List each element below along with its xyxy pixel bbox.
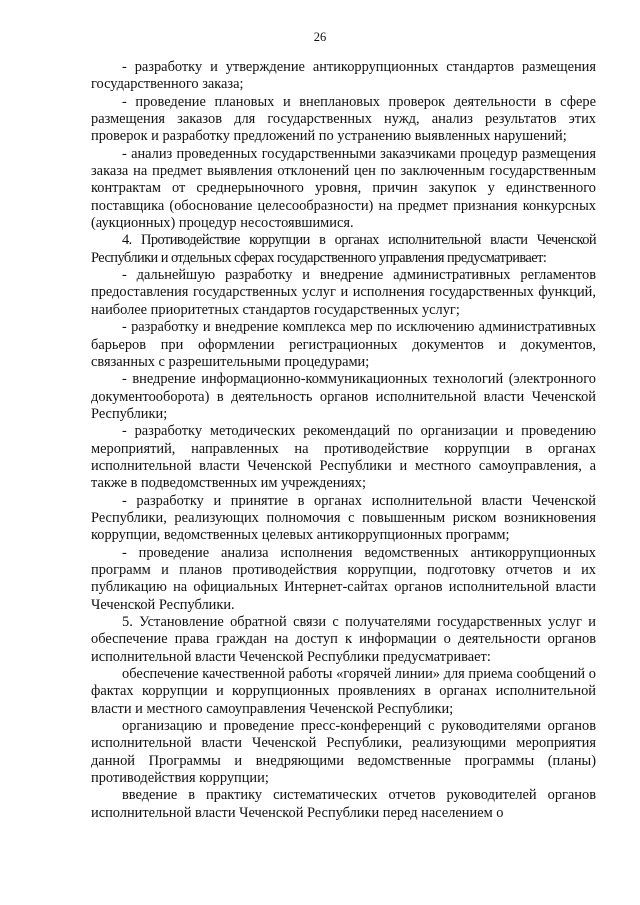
document-body: [91, 59, 596, 822]
paragraph-1: - разработку и утверждение антикоррупционных стандартов размещения государственного заказа;: [91, 59, 596, 93]
paragraph-10: - проведение анализа исполнения ведомственных антикоррупционных программ и планов противодействия коррупции, подготовку отчетов и их публикацию на официальных Интернет-сайтах органов исполнительной власти Чеченской Республики.: [91, 544, 596, 613]
paragraph-7: - внедрение информационно-коммуникационных технологий (электронного документооборота) в деятельность органов исполнительной власти Чеченской Республики;: [91, 371, 596, 422]
paragraph-12: обеспечение качественной работы «горячей линии» для приема сообщений о фактах коррупции и коррупционных проявлениях в органах исполнительной власти и местного самоуправления Чеченской Республики;: [91, 666, 596, 717]
paragraph-6: - разработку и внедрение комплекса мер по исключению административных барьеров при оформлении регистрационных документов и документов, связанных с разрешительными процедурами;: [91, 319, 596, 370]
paragraph-11-section-heading: 5. Установление обратной связи с получателями государственных услуг и обеспечение права граждан на доступ к информации о деятельности органов исполнительной власти Чеченской Республики предусматривает:: [91, 614, 596, 665]
paragraph-8: - разработку методических рекомендаций по организации и проведению мероприятий, направленных на противодействие коррупции в органах исполнительной власти Чеченской Республики и местного самоуправления, а также в подведомственных им учреждениях;: [91, 423, 596, 492]
paragraph-13: организацию и проведение пресс-конференций с руководителями органов исполнительной власти Чеченской Республики, реализующими мероприятия данной Программы и внедряющими ведомственные программы (планы) противодействия коррупции;: [91, 718, 596, 787]
paragraph-5: - дальнейшую разработку и внедрение административных регламентов предоставления государственных услуг и исполнения государственных функций, наиболее приоритетных стандартов государственных услуг;: [91, 267, 596, 318]
paragraph-3: - анализ проведенных государственными заказчиками процедур размещения заказа на предмет выявления отклонений цен по заключенным государственным контрактам от среднерыночного уровня, причин закупок у единственного поставщика (обоснование целесообразности) на предмет признания конкурсных (аукционных) процедур несостоявшимися.: [91, 145, 596, 232]
paragraph-4-section-heading: 4. Противодействие коррупции в органах исполнительной власти Чеченской Республики и отдельных сферах государственного управления предусматривает:: [91, 232, 596, 266]
page-number: 26: [313, 30, 327, 44]
paragraph-9: - разработку и принятие в органах исполнительной власти Чеченской Республики, реализующих полномочия с повышенным риском возникновения коррупции, ведомственных целевых антикоррупционных программ;: [91, 492, 596, 544]
paragraph-2: - проведение плановых и внеплановых проверок деятельности в сфере размещения заказов для государственных нужд, анализ результатов этих проверок и разработку предложений по устранению выявленных нарушений;: [91, 93, 596, 145]
paragraph-14: введение в практику систематических отчетов руководителей органов исполнительной власти Чеченской Республики перед населением о: [91, 787, 596, 821]
